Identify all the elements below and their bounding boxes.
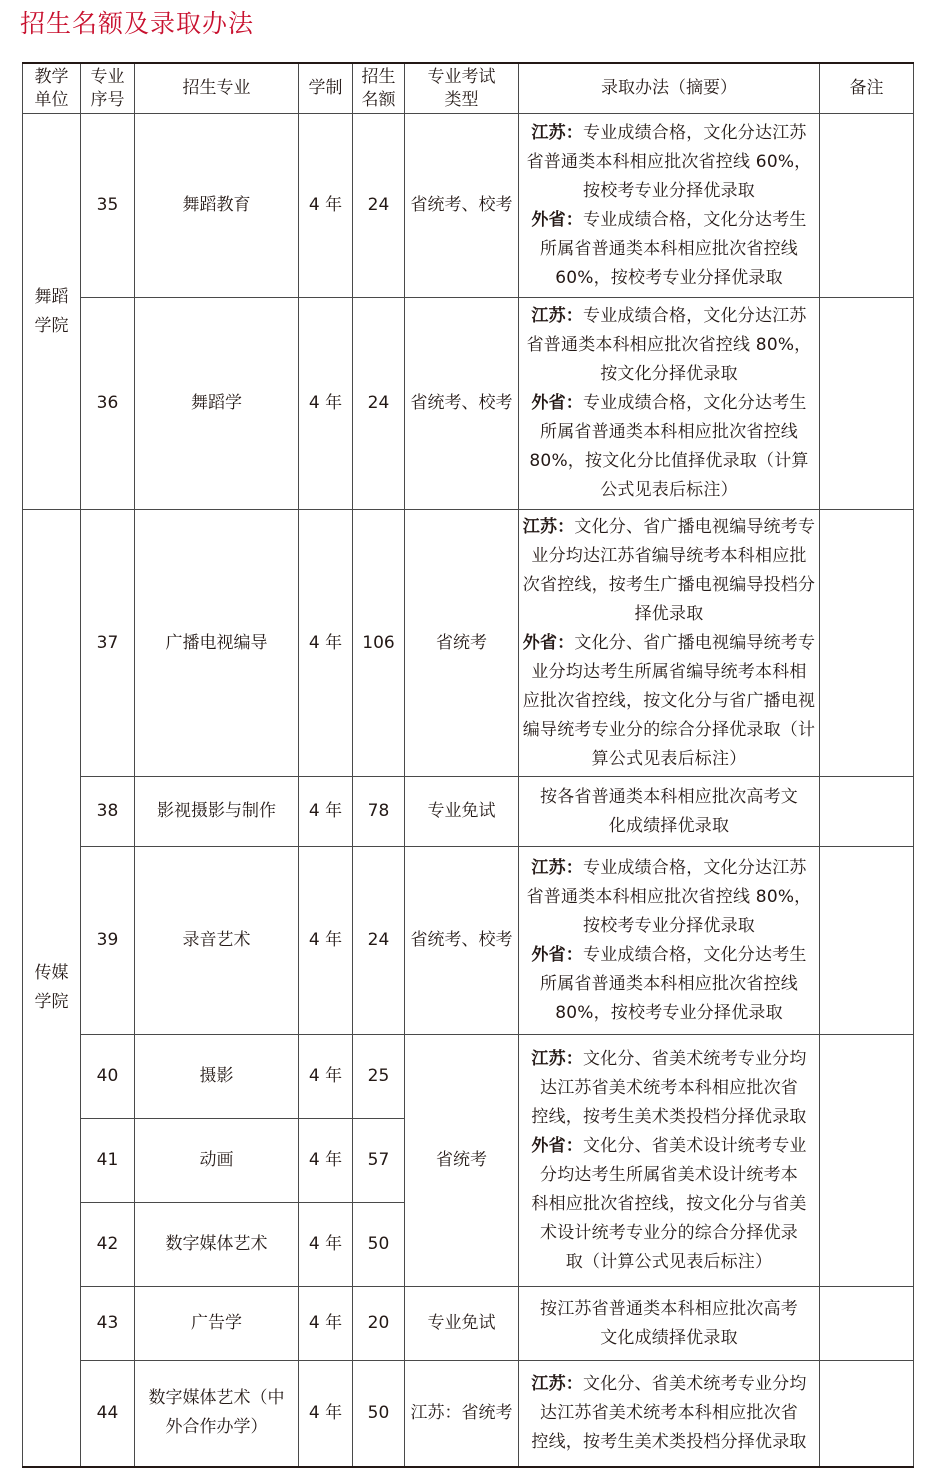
major-cell: 影视摄影与制作 (135, 777, 299, 847)
table-row (23, 777, 914, 847)
seq-cell: 36 (81, 298, 135, 510)
header-seq: 专业 序号 (81, 63, 135, 114)
quota-cell: 20 (353, 1287, 405, 1361)
unit-dance: 舞蹈 学院 (23, 114, 81, 510)
table-row (23, 1361, 914, 1467)
method-cell: 江苏：文化分、省美术统考专业分均 达江苏省美术统考本科相应批次省 控线，按考生美术类投档分择优录取 (519, 1361, 820, 1467)
table-row (23, 1035, 914, 1119)
admission-table (22, 62, 914, 1468)
duration-cell: 4 年 (299, 1203, 353, 1287)
method-cell: 江苏：专业成绩合格，文化分达江苏 省普通类本科相应批次省控线 80%， 按文化分择优录取 外省：专业成绩合格，文化分达考生 所属省普通类本科相应批次省控线 80%，按文化分比值择优录取（计算 公式见表后标注） (519, 298, 820, 510)
table-row (23, 510, 914, 777)
exam-cell: 江苏：省统考 (405, 1361, 519, 1467)
exam-cell: 省统考、校考 (405, 114, 519, 298)
method-cell: 江苏：文化分、省广播电视编导统考专 业分均达江苏省编导统考本科相应批 次省控线，按考生广播电视编导投档分 择优录取 外省：文化分、省广播电视编导统考专 业分均达考生所属省编导统考本科相 应批次省控线，按文化分与省广播电视 编导统考专业分的综合分择优录取（计 算公式见表后标注） (519, 510, 820, 777)
header-duration: 学制 (299, 63, 353, 114)
major-cell: 广播电视编导 (135, 510, 299, 777)
major-cell: 数字媒体艺术（中 外合作办学） (135, 1361, 299, 1467)
seq-cell: 43 (81, 1287, 135, 1361)
seq-cell: 37 (81, 510, 135, 777)
seq-cell: 40 (81, 1035, 135, 1119)
quota-cell: 24 (353, 114, 405, 298)
duration-cell: 4 年 (299, 847, 353, 1035)
remark-cell (820, 1035, 914, 1287)
page-title: 招生名额及录取办法 (20, 9, 255, 38)
remark-cell (820, 1287, 914, 1361)
major-cell: 舞蹈教育 (135, 114, 299, 298)
remark-cell (820, 298, 914, 510)
major-cell: 动画 (135, 1119, 299, 1203)
duration-cell: 4 年 (299, 1035, 353, 1119)
remark-cell (820, 847, 914, 1035)
major-cell: 数字媒体艺术 (135, 1203, 299, 1287)
method-cell: 按江苏省普通类本科相应批次高考 文化成绩择优录取 (519, 1287, 820, 1361)
seq-cell: 39 (81, 847, 135, 1035)
seq-cell: 38 (81, 777, 135, 847)
major-cell: 广告学 (135, 1287, 299, 1361)
method-cell: 江苏：专业成绩合格，文化分达江苏 省普通类本科相应批次省控线 80%， 按校考专业分择优录取 外省：专业成绩合格，文化分达考生 所属省普通类本科相应批次省控线 80%，按校考专业分择优录取 (519, 847, 820, 1035)
seq-cell: 42 (81, 1203, 135, 1287)
quota-cell: 78 (353, 777, 405, 847)
header-method: 录取办法（摘要） (519, 63, 820, 114)
major-cell: 舞蹈学 (135, 298, 299, 510)
quota-cell: 24 (353, 847, 405, 1035)
header-major: 招生专业 (135, 63, 299, 114)
exam-cell: 省统考、校考 (405, 298, 519, 510)
seq-cell: 41 (81, 1119, 135, 1203)
duration-cell: 4 年 (299, 1361, 353, 1467)
table-row (23, 847, 914, 1035)
header-unit: 教学 单位 (23, 63, 81, 114)
seq-cell: 44 (81, 1361, 135, 1467)
duration-cell: 4 年 (299, 777, 353, 847)
remark-cell (820, 114, 914, 298)
quota-cell: 25 (353, 1035, 405, 1119)
quota-cell: 50 (353, 1361, 405, 1467)
major-cell: 录音艺术 (135, 847, 299, 1035)
remark-cell (820, 510, 914, 777)
duration-cell: 4 年 (299, 1287, 353, 1361)
quota-cell: 50 (353, 1203, 405, 1287)
method-cell: 江苏：专业成绩合格，文化分达江苏 省普通类本科相应批次省控线 60%， 按校考专业分择优录取 外省：专业成绩合格，文化分达考生 所属省普通类本科相应批次省控线 60%，按校考专业分择优录取 (519, 114, 820, 298)
header-exam: 专业考试 类型 (405, 63, 519, 114)
major-cell: 摄影 (135, 1035, 299, 1119)
method-cell: 江苏：文化分、省美术统考专业分均 达江苏省美术统考本科相应批次省 控线，按考生美术类投档分择优录取 外省：文化分、省美术设计统考专业 分均达考生所属省美术设计统考本 科相应批次省控线，按文化分与省美 术设计统考专业分的综合分择优录 取（计算公式见表后标注） (519, 1035, 820, 1287)
quota-cell: 24 (353, 298, 405, 510)
duration-cell: 4 年 (299, 510, 353, 777)
exam-cell: 专业免试 (405, 777, 519, 847)
exam-cell: 省统考 (405, 510, 519, 777)
duration-cell: 4 年 (299, 298, 353, 510)
method-cell: 按各省普通类本科相应批次高考文 化成绩择优录取 (519, 777, 820, 847)
header-quota: 招生 名额 (353, 63, 405, 114)
duration-cell: 4 年 (299, 1119, 353, 1203)
header-row (23, 63, 914, 114)
unit-media: 传媒 学院 (23, 510, 81, 1467)
duration-cell: 4 年 (299, 114, 353, 298)
remark-cell (820, 1361, 914, 1467)
exam-cell: 专业免试 (405, 1287, 519, 1361)
table-row (23, 114, 914, 298)
quota-cell: 106 (353, 510, 405, 777)
remark-cell (820, 777, 914, 847)
table-row (23, 1287, 914, 1361)
header-remark: 备注 (820, 63, 914, 114)
table-row (23, 298, 914, 510)
exam-cell: 省统考、校考 (405, 847, 519, 1035)
quota-cell: 57 (353, 1119, 405, 1203)
exam-cell: 省统考 (405, 1035, 519, 1287)
seq-cell: 35 (81, 114, 135, 298)
